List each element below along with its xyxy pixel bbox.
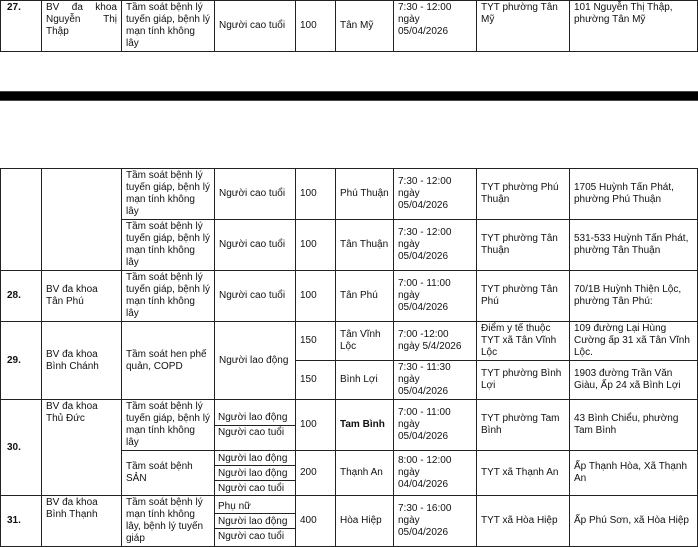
target-item: Người lao động xyxy=(215,514,295,529)
count-cell: 400 xyxy=(296,496,336,547)
row-number: 31. xyxy=(1,496,42,547)
target-cell xyxy=(215,451,296,496)
count-cell: 150 xyxy=(296,322,336,361)
ward-cell: Tân Phú xyxy=(336,271,394,322)
address-cell: 531-533 Huỳnh Tấn Phát, phường Tân Thuận xyxy=(570,220,698,271)
venue-cell: TYT phường Bình Lợi xyxy=(477,361,570,400)
ward-cell: Bình Lợi xyxy=(336,361,394,400)
row-number xyxy=(1,169,42,271)
hospital-cell: BV đa khoa Tân Phú xyxy=(42,271,122,322)
target-list xyxy=(215,451,295,495)
target-item: Phụ nữ xyxy=(215,499,295,514)
count-cell: 150 xyxy=(296,361,336,400)
target-cell: Người cao tuổi xyxy=(215,271,296,322)
address-cell: 1705 Huỳnh Tấn Phát, phường Phú Thuận xyxy=(570,169,698,220)
hospital-cell xyxy=(42,1,122,52)
service-cell: Tầm soát bệnh lý tuyến giáp, bệnh lý mạn tính không lây xyxy=(122,1,215,52)
table-row xyxy=(1,400,698,451)
address-cell: 43 Bình Chiểu, phường Tam Bình xyxy=(570,400,698,451)
venue-cell: TYT phường Tân Mỹ xyxy=(477,1,570,52)
target-list xyxy=(215,411,295,440)
table-row xyxy=(1,322,698,361)
row-number: 29. xyxy=(1,322,42,400)
time-cell: 7:00 - 11:00 ngày 05/04/2026 xyxy=(394,271,477,322)
target-cell: Người cao tuổi xyxy=(215,220,296,271)
target-cell xyxy=(215,496,296,547)
schedule-table-top xyxy=(0,0,698,52)
venue-cell: TYT phường Phú Thuận xyxy=(477,169,570,220)
venue-cell: TYT xã Thạnh An xyxy=(477,451,570,496)
service-cell: Tầm soát bệnh lý tuyến giáp, bệnh lý mạn tính không lây xyxy=(122,220,215,271)
page-break-bar xyxy=(0,91,698,101)
venue-cell: TYT xã Hòa Hiệp xyxy=(477,496,570,547)
venue-cell: TYT phường Tân Phú xyxy=(477,271,570,322)
time-cell: 7:30 - 12:00 ngày 05/04/2026 xyxy=(394,220,477,271)
count-cell: 100 xyxy=(296,271,336,322)
address-cell: 101 Nguyễn Thị Thập, phường Tân Mỹ xyxy=(570,1,698,52)
count-cell: 100 xyxy=(296,220,336,271)
target-item: Người lao động xyxy=(215,411,295,426)
time-cell: 7:30 - 11:30 ngày 05/04/2026 xyxy=(394,361,477,400)
schedule-table xyxy=(0,168,698,547)
ward-cell: Phú Thuận xyxy=(336,169,394,220)
service-cell: Tầm soát bệnh lý tuyến giáp, bệnh lý mạn tính không lây xyxy=(122,169,215,220)
target-cell: Người cao tuổi xyxy=(215,169,296,220)
table-row xyxy=(1,169,698,220)
row-number: 28. xyxy=(1,271,42,322)
hospital-cell xyxy=(42,169,122,271)
service-cell: Tầm soát bệnh SẢN xyxy=(122,451,215,496)
address-cell: 70/1B Huỳnh Thiện Lộc, phường Tân Phú: xyxy=(570,271,698,322)
row-number: 30. xyxy=(1,400,42,496)
venue-cell: Điểm y tế thuộc TYT xã Tân Vĩnh Lộc xyxy=(477,322,570,361)
ward-cell: Thạnh An xyxy=(336,451,394,496)
service-cell: Tầm soát bệnh lý tuyến giáp, bệnh lý mạn tính không lây xyxy=(122,271,215,322)
table-row xyxy=(1,271,698,322)
address-cell: 1903 đường Trần Văn Giàu, Ấp 24 xã Bình Lợi xyxy=(570,361,698,400)
row-number: 27. xyxy=(1,1,42,52)
ward-cell: Tân Mỹ xyxy=(336,1,394,52)
target-item: Người lao động xyxy=(215,451,295,466)
hospital-name-line2: Nguyễn Thị Thập xyxy=(46,14,117,37)
service-cell: Tầm soát bệnh lý tuyến giáp, bệnh lý mạn tính không lây xyxy=(122,400,215,451)
ward-cell: Tân Vĩnh Lộc xyxy=(336,322,394,361)
count-cell: 100 xyxy=(296,400,336,451)
target-cell: Người cao tuổi xyxy=(215,1,296,52)
table-row xyxy=(1,496,698,547)
service-cell: Tầm soát hen phế quản, COPD xyxy=(122,322,215,400)
service-cell: Tầm soát bệnh lý mạn tính không lây, bệnh lý tuyến giáp xyxy=(122,496,215,547)
time-cell: 7:30 - 12:00 ngày 05/04/2026 xyxy=(394,1,477,52)
target-cell: Người lao động xyxy=(215,322,296,400)
time-cell: 7:30 - 16:00 ngày 05/04/2026 xyxy=(394,496,477,547)
hospital-cell: BV đa khoa Bình Chánh xyxy=(42,322,122,400)
venue-cell: TYT phường Tam Bình xyxy=(477,400,570,451)
target-item: Người cao tuổi xyxy=(218,427,285,438)
target-item: Người lao động xyxy=(215,466,295,481)
target-item: Người cao tuổi xyxy=(218,530,285,542)
time-cell: 7:00 - 11:00 ngày 05/04/2026 xyxy=(394,400,477,451)
time-cell: 8:00 - 12:00 ngày 04/04/2026 xyxy=(394,451,477,496)
time-cell: 7:30 - 12:00 ngày 05/04/2026 xyxy=(394,169,477,220)
hospital-cell: BV đa khoa Thủ Đức xyxy=(42,400,122,496)
target-cell xyxy=(215,400,296,451)
table-row xyxy=(1,1,698,52)
ward-cell: Hòa Hiệp xyxy=(336,496,394,547)
count-cell: 100 xyxy=(296,1,336,52)
time-cell: 7:00 -12:00 ngày 5/4/2026 xyxy=(394,322,477,361)
address-cell: 109 đường Lại Hùng Cường ấp 31 xã Tân Vĩnh Lộc. xyxy=(570,322,698,361)
address-cell: Ấp Phú Sơn, xã Hòa Hiệp xyxy=(570,496,698,547)
ward-cell: Tam Bình xyxy=(336,400,394,451)
target-item: Người cao tuổi xyxy=(218,482,285,494)
count-cell: 100 xyxy=(296,169,336,220)
count-cell: 200 xyxy=(296,451,336,496)
hospital-name-line1: BV đa khoa xyxy=(46,2,117,13)
target-list xyxy=(215,499,295,543)
address-cell: Ấp Thạnh Hòa, Xã Thạnh An xyxy=(570,451,698,496)
hospital-cell: BV đa khoa Bình Thạnh xyxy=(42,496,122,547)
ward-cell: Tân Thuận xyxy=(336,220,394,271)
venue-cell: TYT phường Tân Thuận xyxy=(477,220,570,271)
